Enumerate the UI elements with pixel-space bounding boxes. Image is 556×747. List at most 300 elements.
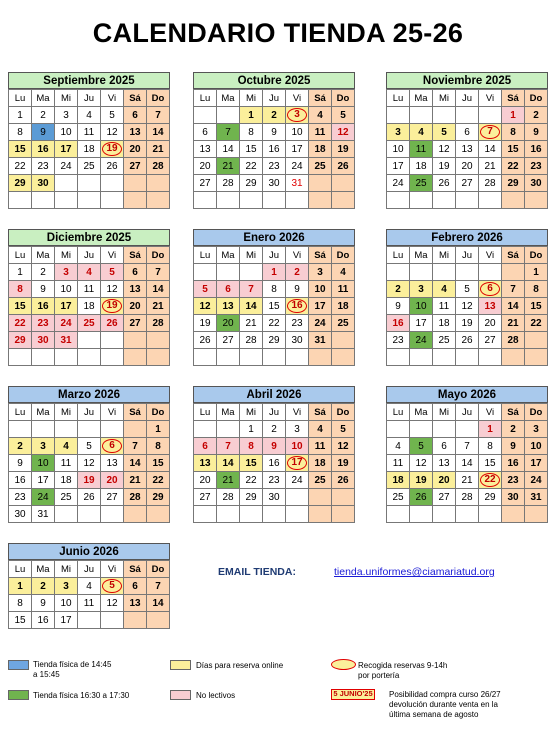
- day-cell: [479, 124, 502, 141]
- month-table: [8, 89, 170, 209]
- weekday-header: Vi: [101, 561, 124, 578]
- day-cell: [124, 332, 147, 349]
- day-cell: 9: [263, 438, 286, 455]
- weekday-header: Ju: [456, 90, 479, 107]
- day-cell: 10: [55, 124, 78, 141]
- week-row: [387, 455, 548, 472]
- day-cell: [217, 349, 240, 366]
- day-cell: 14: [217, 455, 240, 472]
- day-cell: 26: [332, 472, 355, 489]
- day-cell: [332, 175, 355, 192]
- weekday-header: Sá: [124, 404, 147, 421]
- day-cell: 12: [433, 141, 456, 158]
- day-cell: 7: [217, 438, 240, 455]
- day-cell: 21: [147, 298, 170, 315]
- weekday-header: Vi: [479, 90, 502, 107]
- day-cell: 4: [309, 421, 332, 438]
- day-cell: [286, 349, 309, 366]
- day-cell: [387, 421, 410, 438]
- page-title: CALENDARIO TIENDA 25-26: [92, 18, 464, 48]
- legend-box-text: Posibilidad compra curso 26/27 devolución durante venta en la última semana de agosto: [389, 690, 501, 719]
- day-cell: 25: [410, 175, 433, 192]
- day-cell: 4: [55, 438, 78, 455]
- day-cell: [263, 192, 286, 209]
- day-cell: 5: [456, 281, 479, 298]
- day-cell: 2: [502, 421, 525, 438]
- day-cell: [433, 107, 456, 124]
- day-cell: 16: [387, 315, 410, 332]
- day-cell: 13: [124, 595, 147, 612]
- day-cell: 6: [124, 578, 147, 595]
- day-cell: 14: [124, 455, 147, 472]
- day-cell: 20: [479, 315, 502, 332]
- week-row: [387, 438, 548, 455]
- day-cell: 25: [78, 315, 101, 332]
- weekday-header: Do: [332, 404, 355, 421]
- day-cell: 12: [194, 298, 217, 315]
- day-cell: 14: [240, 298, 263, 315]
- weekday-header: Ma: [410, 247, 433, 264]
- day-cell: 13: [124, 281, 147, 298]
- week-row: [387, 281, 548, 298]
- day-cell: 7: [456, 438, 479, 455]
- weekday-header: Ma: [217, 90, 240, 107]
- day-cell: [194, 349, 217, 366]
- week-row: [194, 472, 355, 489]
- day-cell: 24: [286, 472, 309, 489]
- day-cell: 23: [286, 315, 309, 332]
- day-cell: 13: [194, 141, 217, 158]
- month-title: Enero 2026: [193, 229, 355, 246]
- day-cell: 27: [217, 332, 240, 349]
- day-cell: [217, 107, 240, 124]
- day-cell: 13: [217, 298, 240, 315]
- day-cell: 11: [433, 298, 456, 315]
- week-row: [9, 612, 170, 629]
- day-cell: [286, 489, 309, 506]
- day-cell: 25: [309, 158, 332, 175]
- month-title: Marzo 2026: [8, 386, 170, 403]
- day-cell: [502, 264, 525, 281]
- week-row: [194, 158, 355, 175]
- day-cell: [194, 421, 217, 438]
- day-cell: 1: [240, 421, 263, 438]
- day-cell: [286, 506, 309, 523]
- day-cell: [525, 506, 548, 523]
- day-cell: 5: [332, 107, 355, 124]
- day-cell: 28: [217, 175, 240, 192]
- pickup-circle-day: 19: [102, 299, 122, 313]
- day-cell: 17: [410, 315, 433, 332]
- day-cell: 13: [456, 141, 479, 158]
- day-cell: 1: [263, 264, 286, 281]
- week-row: [387, 298, 548, 315]
- day-cell: [32, 349, 55, 366]
- day-cell: 3: [55, 107, 78, 124]
- email-label: EMAIL TIENDA:: [218, 566, 296, 578]
- day-cell: [410, 506, 433, 523]
- weekday-header: Ju: [263, 247, 286, 264]
- day-cell: 3: [286, 421, 309, 438]
- day-cell: [147, 192, 170, 209]
- day-cell: [217, 192, 240, 209]
- pickup-circle-day: 19: [102, 142, 122, 156]
- legend-pickup-text: Recogida reservas 9-14h por portería: [358, 661, 448, 680]
- day-cell: 30: [263, 489, 286, 506]
- day-cell: 15: [9, 298, 32, 315]
- day-cell: 14: [217, 141, 240, 158]
- day-cell: 8: [479, 438, 502, 455]
- day-cell: 10: [286, 438, 309, 455]
- day-cell: 27: [194, 489, 217, 506]
- day-cell: [456, 107, 479, 124]
- day-cell: 16: [32, 141, 55, 158]
- day-cell: [240, 192, 263, 209]
- week-row: [9, 595, 170, 612]
- day-cell: 28: [502, 332, 525, 349]
- week-row: [387, 264, 548, 281]
- month-block: [8, 72, 170, 209]
- day-cell: 23: [263, 472, 286, 489]
- day-cell: 30: [502, 489, 525, 506]
- day-cell: 6: [124, 107, 147, 124]
- day-cell: 4: [78, 264, 101, 281]
- week-row: [194, 332, 355, 349]
- day-cell: 9: [387, 298, 410, 315]
- weekday-header: Ju: [456, 247, 479, 264]
- day-cell: 21: [124, 472, 147, 489]
- day-cell: [78, 332, 101, 349]
- day-cell: [433, 349, 456, 366]
- week-row: [194, 438, 355, 455]
- day-cell: 2: [9, 438, 32, 455]
- day-cell: 10: [525, 438, 548, 455]
- day-cell: 10: [309, 281, 332, 298]
- day-cell: 31: [32, 506, 55, 523]
- day-cell: 2: [32, 578, 55, 595]
- day-cell: 22: [525, 315, 548, 332]
- day-cell: [525, 192, 548, 209]
- week-row: [387, 124, 548, 141]
- day-cell: [101, 141, 124, 158]
- day-cell: 3: [309, 264, 332, 281]
- week-row: [194, 124, 355, 141]
- day-cell: 23: [387, 332, 410, 349]
- day-cell: 27: [101, 489, 124, 506]
- week-row: [194, 107, 355, 124]
- week-row: [194, 506, 355, 523]
- day-cell: 23: [32, 315, 55, 332]
- day-cell: 25: [55, 489, 78, 506]
- email-link[interactable]: tienda.uniformes@ciamariatud.org: [334, 566, 495, 578]
- week-row: [194, 421, 355, 438]
- month-block: [8, 543, 170, 629]
- day-cell: 7: [124, 438, 147, 455]
- weekday-header: Ju: [78, 404, 101, 421]
- week-row: [387, 107, 548, 124]
- day-cell: [240, 264, 263, 281]
- day-cell: 31: [55, 332, 78, 349]
- week-row: [9, 158, 170, 175]
- day-cell: 18: [309, 455, 332, 472]
- weekday-header: Mi: [433, 404, 456, 421]
- weekday-header: Sá: [309, 90, 332, 107]
- day-cell: [194, 192, 217, 209]
- day-cell: [78, 612, 101, 629]
- day-cell: 16: [32, 298, 55, 315]
- day-cell: 18: [410, 158, 433, 175]
- week-row: [194, 455, 355, 472]
- weekday-header: Mi: [240, 90, 263, 107]
- weekday-header: Do: [332, 247, 355, 264]
- day-cell: 18: [433, 315, 456, 332]
- day-cell: 4: [78, 578, 101, 595]
- day-cell: 12: [410, 455, 433, 472]
- day-cell: 26: [101, 315, 124, 332]
- day-cell: [410, 349, 433, 366]
- day-cell: 4: [332, 264, 355, 281]
- day-cell: 8: [502, 124, 525, 141]
- day-cell: [147, 332, 170, 349]
- day-cell: 29: [240, 489, 263, 506]
- weekday-header: Vi: [101, 90, 124, 107]
- week-row: [387, 332, 548, 349]
- day-cell: 4: [387, 438, 410, 455]
- day-cell: 12: [101, 124, 124, 141]
- day-cell: 28: [217, 489, 240, 506]
- day-cell: [194, 107, 217, 124]
- day-cell: [78, 175, 101, 192]
- day-cell: 9: [286, 281, 309, 298]
- day-cell: 24: [410, 332, 433, 349]
- day-cell: 1: [479, 421, 502, 438]
- weekday-header: Do: [147, 247, 170, 264]
- day-cell: 26: [456, 332, 479, 349]
- day-cell: 3: [32, 438, 55, 455]
- weekday-header: Lu: [194, 90, 217, 107]
- day-cell: 14: [147, 595, 170, 612]
- day-cell: [502, 192, 525, 209]
- day-cell: 8: [263, 281, 286, 298]
- month-block: [8, 386, 170, 523]
- month-table: [8, 403, 170, 523]
- day-cell: [286, 107, 309, 124]
- week-row: [9, 192, 170, 209]
- day-cell: [309, 175, 332, 192]
- week-row: [194, 298, 355, 315]
- week-row: [194, 349, 355, 366]
- day-cell: [479, 107, 502, 124]
- weekday-header: Lu: [387, 90, 410, 107]
- legend-swatch-green: [8, 690, 29, 700]
- day-cell: 19: [332, 455, 355, 472]
- day-cell: [332, 349, 355, 366]
- weekday-header: Lu: [9, 90, 32, 107]
- day-cell: 16: [525, 141, 548, 158]
- day-cell: 8: [240, 124, 263, 141]
- day-cell: 12: [101, 281, 124, 298]
- day-cell: 18: [78, 141, 101, 158]
- weekday-header: Vi: [101, 404, 124, 421]
- week-row: [194, 281, 355, 298]
- day-cell: 2: [32, 107, 55, 124]
- weekday-header: Lu: [9, 404, 32, 421]
- day-cell: 20: [217, 315, 240, 332]
- day-cell: 19: [410, 472, 433, 489]
- day-cell: 20: [124, 298, 147, 315]
- day-cell: 30: [32, 332, 55, 349]
- day-cell: 8: [525, 281, 548, 298]
- day-cell: [410, 264, 433, 281]
- day-cell: [124, 612, 147, 629]
- day-cell: 11: [332, 281, 355, 298]
- day-cell: 27: [456, 175, 479, 192]
- day-cell: [410, 421, 433, 438]
- weekday-header: Mi: [55, 561, 78, 578]
- day-cell: 9: [32, 281, 55, 298]
- weekday-header: Ma: [32, 404, 55, 421]
- day-cell: 31: [525, 489, 548, 506]
- day-cell: 24: [286, 158, 309, 175]
- day-cell: [101, 332, 124, 349]
- day-cell: 9: [502, 438, 525, 455]
- day-cell: [433, 264, 456, 281]
- day-cell: 7: [147, 107, 170, 124]
- day-cell: 16: [32, 612, 55, 629]
- day-cell: 20: [124, 141, 147, 158]
- day-cell: 6: [194, 124, 217, 141]
- day-cell: 28: [147, 158, 170, 175]
- day-cell: 17: [55, 298, 78, 315]
- day-cell: 30: [286, 332, 309, 349]
- day-cell: [387, 349, 410, 366]
- day-cell: 22: [240, 158, 263, 175]
- week-row: [9, 472, 170, 489]
- day-cell: 5: [101, 107, 124, 124]
- day-cell: 23: [525, 158, 548, 175]
- week-row: [387, 349, 548, 366]
- day-cell: 10: [55, 281, 78, 298]
- day-cell: [387, 264, 410, 281]
- week-row: [387, 175, 548, 192]
- day-cell: [240, 506, 263, 523]
- day-cell: [479, 349, 502, 366]
- weekday-header: Ma: [410, 90, 433, 107]
- month-title: Abril 2026: [193, 386, 355, 403]
- day-cell: 16: [9, 472, 32, 489]
- day-cell: 19: [433, 158, 456, 175]
- day-cell: 14: [456, 455, 479, 472]
- day-cell: [9, 192, 32, 209]
- day-cell: 10: [286, 124, 309, 141]
- pickup-circle-day: 17: [287, 456, 307, 470]
- month-table: [8, 246, 170, 366]
- day-cell: 3: [55, 578, 78, 595]
- day-cell: 28: [124, 489, 147, 506]
- day-cell: 12: [332, 124, 355, 141]
- week-row: [9, 489, 170, 506]
- day-cell: 27: [124, 158, 147, 175]
- day-cell: 26: [433, 175, 456, 192]
- day-cell: [147, 175, 170, 192]
- month-table: [8, 560, 170, 629]
- weekday-header: Ju: [78, 90, 101, 107]
- day-cell: 28: [240, 332, 263, 349]
- day-cell: [332, 506, 355, 523]
- weekday-header: Sá: [309, 247, 332, 264]
- day-cell: 23: [263, 158, 286, 175]
- day-cell: 14: [502, 298, 525, 315]
- day-cell: 17: [286, 141, 309, 158]
- month-table: [386, 246, 548, 366]
- week-row: [387, 315, 548, 332]
- day-cell: 11: [78, 281, 101, 298]
- day-cell: [240, 349, 263, 366]
- day-cell: [456, 264, 479, 281]
- day-cell: 22: [9, 158, 32, 175]
- day-cell: 10: [387, 141, 410, 158]
- week-row: [9, 421, 170, 438]
- day-cell: 13: [479, 298, 502, 315]
- day-cell: [410, 107, 433, 124]
- day-cell: 6: [124, 264, 147, 281]
- day-cell: 4: [78, 107, 101, 124]
- weekday-header: Do: [147, 404, 170, 421]
- day-cell: [78, 506, 101, 523]
- day-cell: 1: [525, 264, 548, 281]
- day-cell: [194, 264, 217, 281]
- weekday-header: Vi: [286, 247, 309, 264]
- day-cell: [479, 192, 502, 209]
- day-cell: 17: [387, 158, 410, 175]
- week-row: [9, 124, 170, 141]
- day-cell: [525, 349, 548, 366]
- day-cell: 7: [217, 124, 240, 141]
- weekday-header: Mi: [55, 404, 78, 421]
- day-cell: 13: [101, 455, 124, 472]
- day-cell: [32, 421, 55, 438]
- weekday-header: Lu: [387, 404, 410, 421]
- day-cell: 8: [240, 438, 263, 455]
- day-cell: 12: [78, 455, 101, 472]
- day-cell: 27: [194, 175, 217, 192]
- pickup-circle-day: 7: [480, 125, 500, 139]
- day-cell: 29: [9, 175, 32, 192]
- day-cell: 24: [387, 175, 410, 192]
- day-cell: 10: [55, 595, 78, 612]
- weekday-header: Vi: [286, 90, 309, 107]
- legend-green-text: Tienda física 16:30 a 17:30: [33, 691, 130, 700]
- day-cell: 18: [55, 472, 78, 489]
- month-table: [193, 403, 355, 523]
- day-cell: 20: [456, 158, 479, 175]
- day-cell: 19: [78, 472, 101, 489]
- day-cell: 23: [32, 158, 55, 175]
- day-cell: 10: [32, 455, 55, 472]
- week-row: [387, 506, 548, 523]
- week-row: [9, 332, 170, 349]
- day-cell: 15: [147, 455, 170, 472]
- day-cell: 23: [502, 472, 525, 489]
- month-table: [386, 89, 548, 209]
- day-cell: [332, 332, 355, 349]
- week-row: [194, 315, 355, 332]
- weekday-header: Lu: [194, 404, 217, 421]
- day-cell: [387, 506, 410, 523]
- day-cell: 17: [525, 455, 548, 472]
- day-cell: 6: [433, 438, 456, 455]
- day-cell: 28: [147, 315, 170, 332]
